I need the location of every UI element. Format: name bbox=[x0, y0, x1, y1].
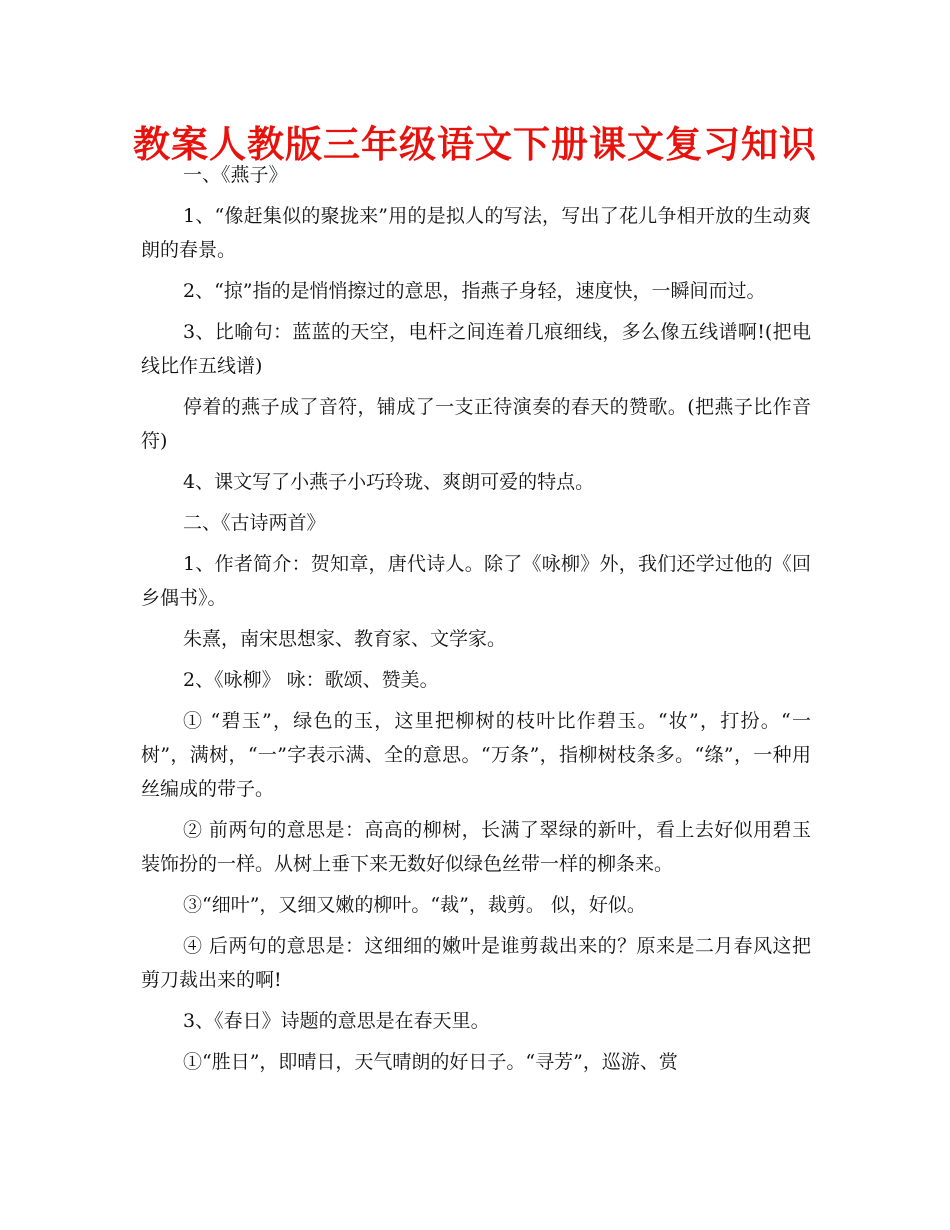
paragraph: 3、比喻句：蓝蓝的天空，电杆之间连着几痕细线，多么像五线谱啊!(把电线比作五线谱) bbox=[141, 321, 811, 377]
paragraph: 2、《咏柳》 咏：歌颂、赞美。 bbox=[183, 669, 439, 691]
paragraph: ①“胜日”，即晴日，天气晴朗的好日子。“寻芳”，巡游、赏 bbox=[183, 1051, 678, 1073]
section-heading-yanzi: 一、《燕子》 bbox=[183, 164, 288, 186]
paragraph: 1、作者简介：贺知章，唐代诗人。除了《咏柳》外，我们还学过他的《回乡偶书》。 bbox=[141, 553, 811, 609]
paragraph: 2、“掠”指的是悄悄擦过的意思，指燕子身轻，速度快，一瞬间而过。 bbox=[183, 280, 766, 302]
document-body bbox=[141, 158, 811, 1086]
paragraph: 3、《春日》诗题的意思是在春天里。 bbox=[183, 1010, 490, 1032]
paragraph: 4、课文写了小燕子小巧玲珑、爽朗可爱的特点。 bbox=[183, 471, 595, 493]
paragraph: ② 前两句的意思是：高高的柳树，长满了翠绿的新叶，看上去好似用碧玉装饰扮的一样。从树上垂下来无数好似绿色丝带一样的柳条来。 bbox=[141, 819, 811, 875]
section-heading-gushi: 二、《古诗两首》 bbox=[183, 512, 326, 534]
paragraph: 朱熹，南宋思想家、教育家、文学家。 bbox=[183, 628, 507, 650]
paragraph: 1、“像赶集似的聚拢来”用的是拟人的写法，写出了花儿争相开放的生动爽朗的春景。 bbox=[141, 205, 811, 261]
paragraph: 停着的燕子成了音符，铺成了一支正待演奏的春天的赞歌。(把燕子比作音符) bbox=[141, 396, 811, 452]
paragraph: ① “碧玉”，绿色的玉，这里把柳树的枝叶比作碧玉。“妆”，打扮。“一树”，满树，“一”字表示满、全的意思。“万条”，指柳树枝条多。“绦”，一种用丝编成的带子。 bbox=[141, 710, 811, 800]
paragraph: ④ 后两句的意思是：这细细的嫩叶是谁剪裁出来的？原来是二月春风这把剪刀裁出来的啊! bbox=[141, 935, 811, 991]
document-title: 教案人教版三年级语文下册课文复习知识 bbox=[133, 123, 817, 166]
paragraph: ③“细叶”，又细又嫩的柳叶。“裁”，裁剪。 似，好似。 bbox=[183, 894, 646, 916]
